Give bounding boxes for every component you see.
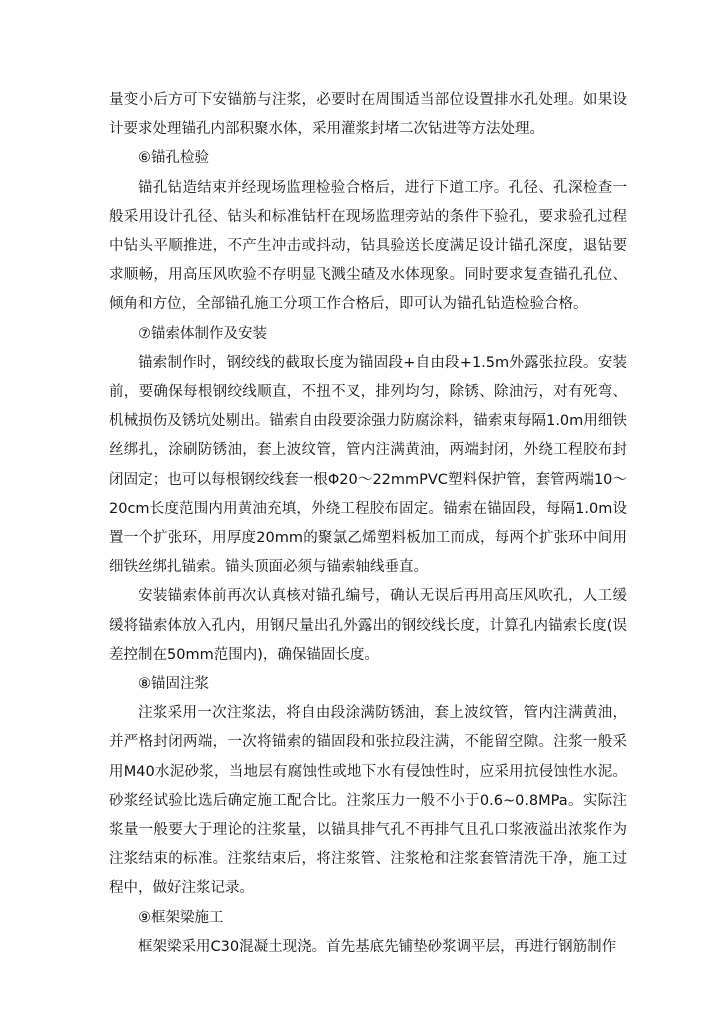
paragraph-anchor-cable-fabrication: 锚索制作时，钢绞线的截取长度为锚固段+自由段+1.5m外露张拉段。安装前，要确保每根钢绞线顺直，不扭不叉，排列均匀，除锈、除油污，对有死弯、机械损伤及锈坑处剔出。锚索自由段要涂强力防腐涂料，锚索束每隔1.0m用细铁丝绑扎，涂刷防锈油，套上波纹管，管内注满黄油，两端封闭，外绕工程胶布封闭固定；也可以每根钢绞线套一根Φ20～22mmPVC塑料保护管，套管两端10～20cm长度范围内用黄油充填，外绕工程胶布固定。锚索在锚固段，每隔1.0m设置一个扩张环，用厚度20mm的聚氯乙烯塑料板加工而成，每两个扩张环中间用细铁丝绑扎锚索。锚头顶面必须与锚索轴线垂直。 bbox=[109, 354, 627, 576]
section-heading-anchor-hole-inspection: ⑥锚孔检验 bbox=[138, 150, 209, 167]
paragraph-anchor-cable-installation: 安装锚索体前再次认真核对锚孔编号，确认无误后再用高压风吹孔，人工缓缓将锚索体放入孔内，用钢尺量出孔外露出的钢绞线长度，计算孔内锚索长度(误差控制在50mm范围内)，确保锚固长度。 bbox=[109, 588, 627, 663]
paragraph-frame-beam-construction: 框架梁采用C30混凝土现浇。首先基底先铺垫砂浆调平层，再进行钢筋制作 bbox=[138, 938, 617, 955]
paragraph-continued: 量变小后方可下安锚筋与注浆，必要时在周围适当部位设置排水孔处理。如果设计要求处理锚孔内部积聚水体，采用灌浆封堵二次钻进等方法处理。 bbox=[109, 92, 627, 138]
section-heading-frame-beam-construction: ⑨框架梁施工 bbox=[138, 909, 224, 926]
section-heading-anchor-grouting: ⑧锚固注浆 bbox=[138, 676, 209, 693]
paragraph-anchor-grouting: 注浆采用一次注浆法，将自由段涂满防锈油，套上波纹管，管内注满黄油，并严格封闭两端，一次将锚索的锚固段和张拉段注满，不能留空隙。注浆一般采用M40水泥砂浆，当地层有腐蚀性或地下水有侵蚀性时，应采用抗侵蚀性水泥。砂浆经试验比选后确定施工配合比。注浆压力一般不小于0.6~0.8MPa。实际注浆量一般要大于理论的注浆量，以锚具排气孔不再排气且孔口浆液溢出浓浆作为注浆结束的标准。注浆结束后，将注浆管、注浆枪和注浆套管清洗干净，施工过程中，做好注浆记录。 bbox=[109, 705, 627, 897]
document-body bbox=[109, 86, 627, 962]
section-heading-anchor-cable-fabrication: ⑦锚索体制作及安装 bbox=[138, 325, 267, 342]
paragraph-anchor-hole-inspection: 锚孔钻造结束并经现场监理检验合格后，进行下道工序。孔径、孔深检查一般采用设计孔径、钻头和标准钻杆在现场监理旁站的条件下验孔，要求验孔过程中钻头平顺推进，不产生冲击或抖动，钻具验送长度满足设计锚孔深度，退钻要求顺畅，用高压风吹验不存明显飞溅尘碴及水体现象。同时要求复查锚孔孔位、倾角和方位，全部锚孔施工分项工作合格后，即可认为锚孔钻造检验合格。 bbox=[109, 179, 627, 313]
